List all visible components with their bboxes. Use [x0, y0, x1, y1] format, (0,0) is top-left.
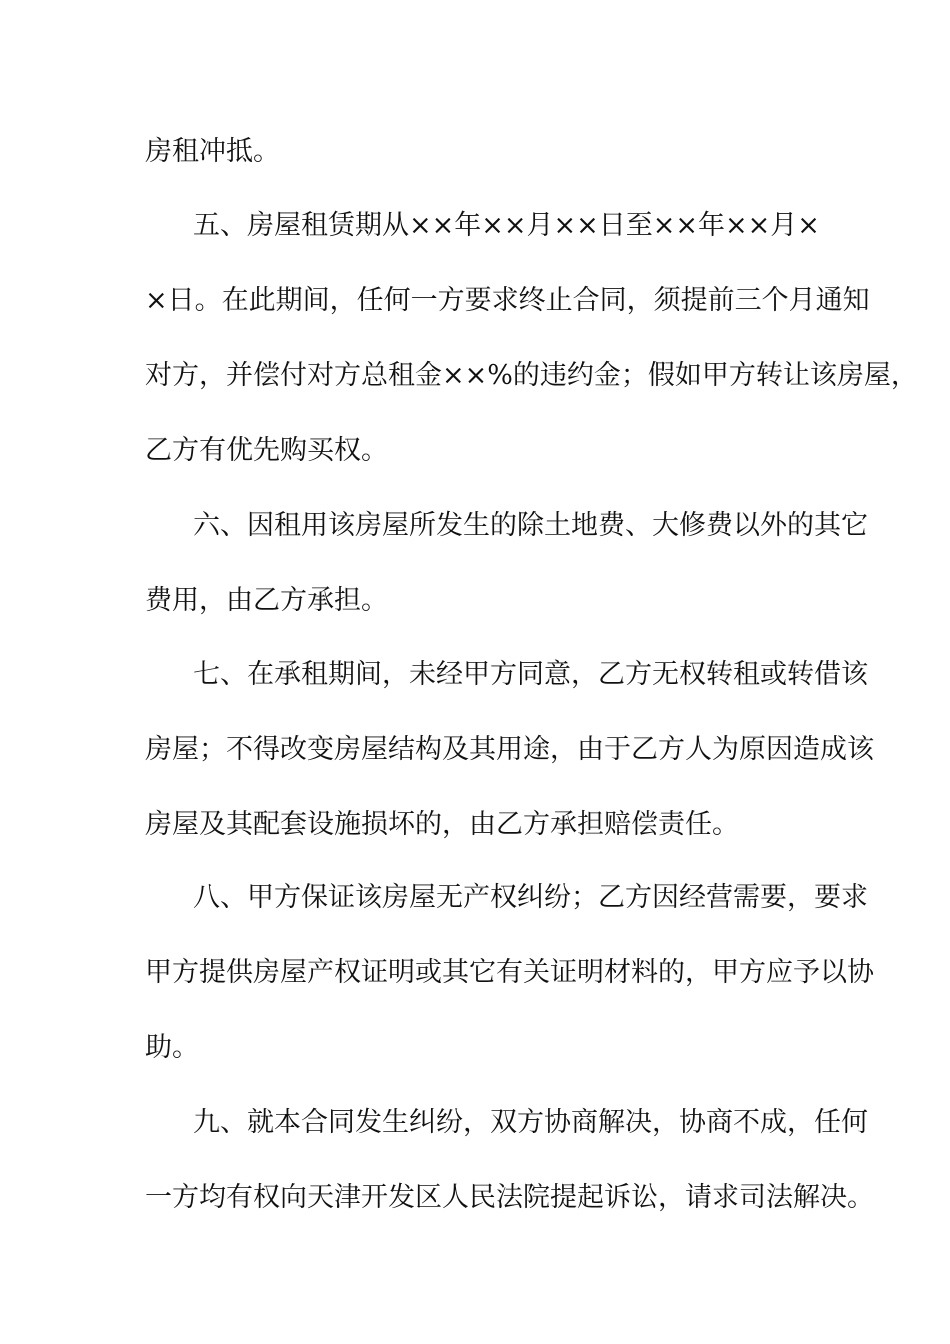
clause-5-line-3: 对方，并偿付对方总租金××%的违约金；假如甲方转让该房屋， — [145, 360, 918, 391]
clause-9-line-2: 一方均有权向天津开发区人民法院提起诉讼，请求司法解决。 — [145, 1182, 874, 1213]
clause-5-line-4: 乙方有优先购买权。 — [145, 435, 388, 466]
clause-7-line-3: 房屋及其配套设施损坏的，由乙方承担赔偿责任。 — [145, 809, 739, 840]
clause-7-line-2: 房屋；不得改变房屋结构及其用途，由于乙方人为原因造成该 — [145, 734, 874, 765]
clause-7-line-1: 七、在承租期间，未经甲方同意，乙方无权转租或转借该 — [193, 659, 868, 690]
clause-8-line-1: 八、甲方保证该房屋无产权纠纷；乙方因经营需要，要求 — [193, 882, 868, 913]
clause-4-end-line: 房租冲抵。 — [145, 136, 280, 167]
clause-6-line-2: 费用，由乙方承担。 — [145, 585, 388, 616]
clause-5-line-1: 五、房屋租赁期从××年××月××日至××年××月× — [193, 210, 820, 241]
clause-8-line-3: 助。 — [145, 1032, 199, 1063]
clause-6-line-1: 六、因租用该房屋所发生的除土地费、大修费以外的其它 — [193, 510, 868, 541]
clause-5-line-2: ×日。在此期间，任何一方要求终止合同，须提前三个月通知 — [145, 285, 870, 316]
clause-9-line-1: 九、就本合同发生纠纷，双方协商解决，协商不成，任何 — [193, 1107, 868, 1138]
clause-8-line-2: 甲方提供房屋产权证明或其它有关证明材料的，甲方应予以协 — [145, 957, 874, 988]
